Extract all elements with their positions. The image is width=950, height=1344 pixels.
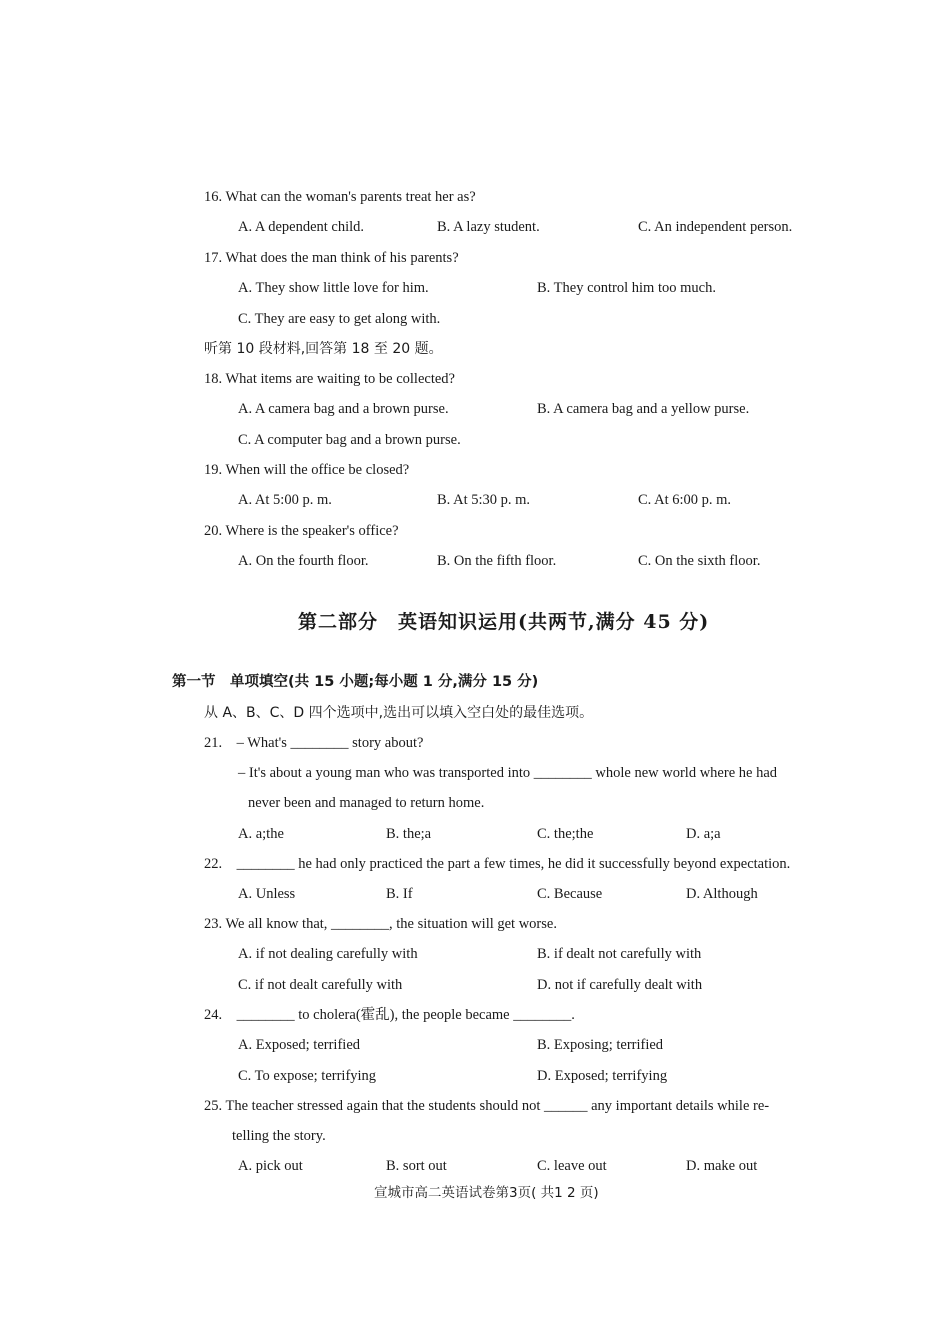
question-23-option-b: B. if dealt not carefully with (537, 946, 702, 962)
question-21-option-c: C. the;the (537, 826, 594, 842)
question-23-option-d: D. not if carefully dealt with (537, 977, 703, 993)
question-24-option-d: D. Exposed; terrifying (537, 1068, 668, 1084)
question-24-option-a: A. Exposed; terrified (238, 1037, 361, 1053)
question-20-option-a: A. On the fourth floor. (238, 553, 369, 569)
question-22-stem: 22. ________ he had only practiced the part a few times, he did it successfully beyond expectation. (204, 856, 791, 872)
question-21-option-d: D. a;a (686, 826, 721, 842)
section-one-instruction: 从 A、B、C、D 四个选项中,选出可以填入空白处的最佳选项。 (204, 705, 594, 721)
question-21-stem-line-1: 21. – What's ________ story about? (204, 735, 424, 751)
question-25-option-b: B. sort out (386, 1158, 447, 1174)
question-20-option-c: C. On the sixth floor. (638, 553, 761, 569)
question-24-option-c: C. To expose; terrifying (238, 1068, 377, 1084)
page-footer: 宣城市高二英语试卷第3页( 共1 2 页) (374, 1185, 599, 1201)
question-25-option-d: D. make out (686, 1158, 758, 1174)
question-24-stem: 24. ________ to cholera(霍乱), the people became ________. (204, 1007, 575, 1023)
question-17-stem: 17. What does the man think of his parents? (204, 250, 459, 266)
question-23-stem: 23. We all know that, ________, the situation will get worse. (204, 916, 557, 932)
question-24-option-b: B. Exposing; terrified (537, 1037, 664, 1053)
question-16-option-a: A. A dependent child. (238, 219, 365, 235)
question-25-option-a: A. pick out (238, 1158, 303, 1174)
question-21-option-b: B. the;a (386, 826, 432, 842)
question-25-stem-line-1: 25. The teacher stressed again that the students should not ______ any important details while re- (204, 1098, 770, 1114)
question-19-option-c: C. At 6:00 p. m. (638, 492, 732, 508)
question-25-option-c: C. leave out (537, 1158, 607, 1174)
question-17-option-a: A. They show little love for him. (238, 280, 429, 296)
question-23-option-a: A. if not dealing carefully with (238, 946, 418, 962)
question-16-option-b: B. A lazy student. (437, 219, 540, 235)
section-one-heading: 第一节 单项填空(共 15 小题;每小题 1 分,满分 15 分) (172, 674, 539, 690)
listening-instruction: 听第 10 段材料,回答第 18 至 20 题。 (204, 341, 443, 357)
question-19-option-b: B. At 5:30 p. m. (437, 492, 531, 508)
question-18-option-a: A. A camera bag and a brown purse. (238, 401, 449, 417)
question-18-stem: 18. What items are waiting to be collected? (204, 371, 455, 387)
part-two-heading: 第二部分 英语知识运用(共两节,满分 45 分) (298, 611, 710, 633)
question-16-stem: 16. What can the woman's parents treat her as? (204, 189, 476, 205)
question-22-option-c: C. Because (537, 886, 603, 902)
question-22-option-d: D. Although (686, 886, 758, 902)
question-19-stem: 19. When will the office be closed? (204, 462, 410, 478)
question-19-option-a: A. At 5:00 p. m. (238, 492, 332, 508)
question-25-stem-line-2: telling the story. (232, 1128, 326, 1144)
question-17-option-b: B. They control him too much. (537, 280, 716, 296)
question-16-option-c: C. An independent person. (638, 219, 793, 235)
question-23-option-c: C. if not dealt carefully with (238, 977, 403, 993)
question-21-stem-line-2: – It's about a young man who was transported into ________ whole new world where he had (238, 765, 777, 781)
question-20-stem: 20. Where is the speaker's office? (204, 523, 399, 539)
question-17-option-c: C. They are easy to get along with. (238, 311, 441, 327)
question-22-option-b: B. If (386, 886, 413, 902)
question-18-option-c: C. A computer bag and a brown purse. (238, 432, 461, 448)
question-20-option-b: B. On the fifth floor. (437, 553, 557, 569)
question-21-stem-line-3: never been and managed to return home. (248, 795, 485, 811)
question-21-option-a: A. a;the (238, 826, 284, 842)
question-18-option-b: B. A camera bag and a yellow purse. (537, 401, 750, 417)
question-22-option-a: A. Unless (238, 886, 296, 902)
